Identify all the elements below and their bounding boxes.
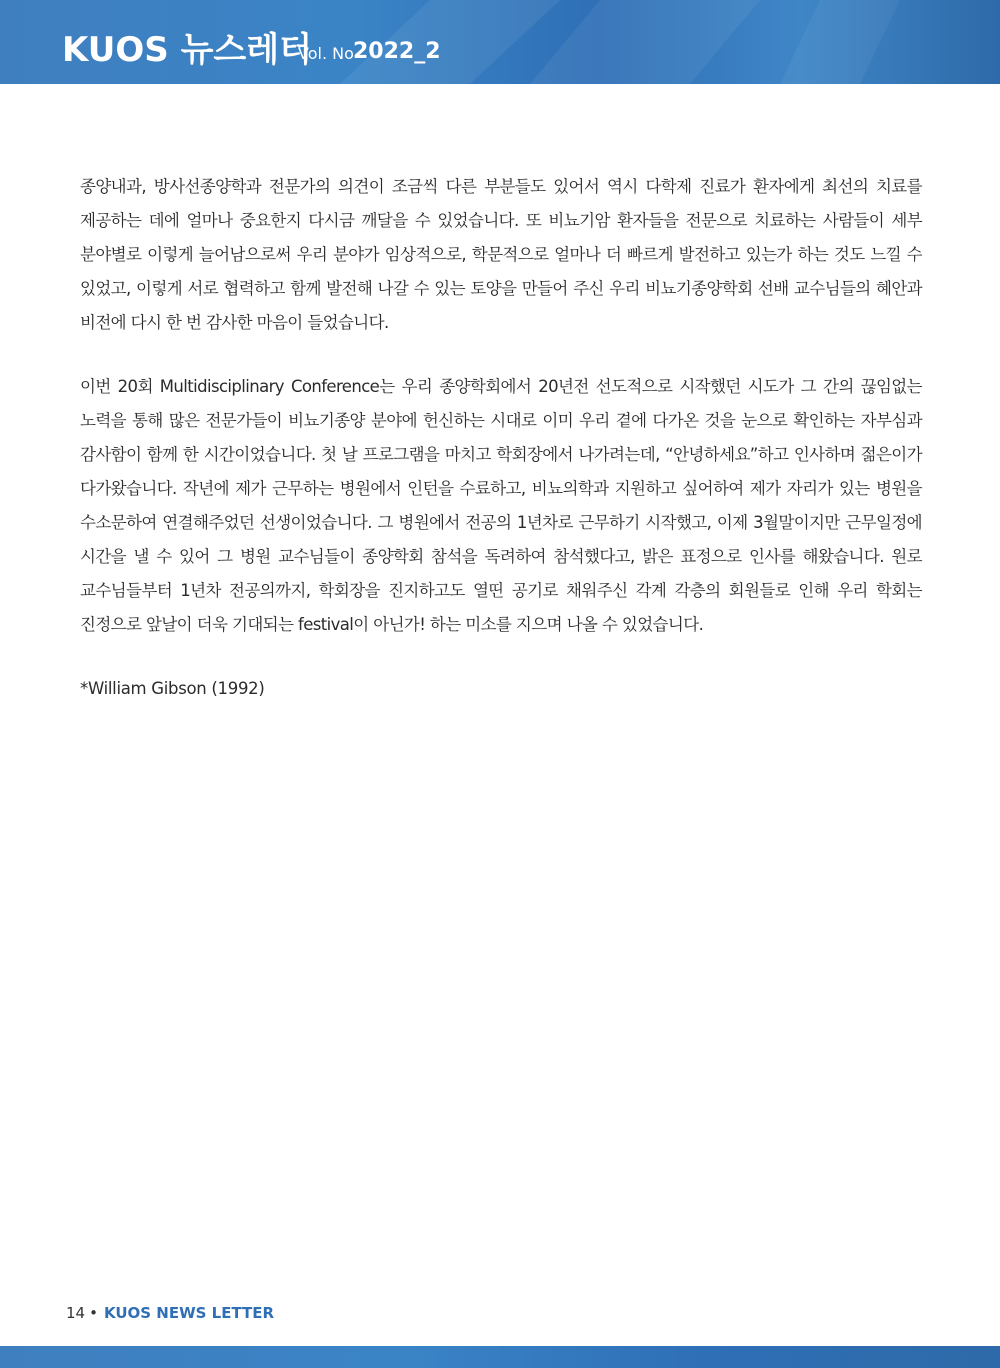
page-number: 14	[66, 1304, 86, 1322]
newsletter-title: KUOS 뉴스레터	[62, 30, 312, 70]
volume-label: Vol. No	[298, 44, 354, 63]
footer-label: KUOS NEWS LETTER	[103, 1304, 275, 1322]
footer-band	[0, 1346, 1000, 1368]
bullet-separator: •	[89, 1304, 98, 1322]
citation: *William Gibson (1992)	[80, 679, 265, 698]
page-footer	[66, 1304, 274, 1322]
paragraph: 종양내과, 방사선종양학과 전문가의 의견이 조금씩 다른 부분들도 있어서 역시 다학제 진료가 환자에게 최선의 치료를 제공하는 데에 얼마나 중요한지 다시금 깨달을 수 있었습니다. 또 비뇨기암 환자들을 전문으로 치료하는 사람들이 세부 분야별로 이렇게 늘어남으로써 우리 분야가 임상적으로, 학문적으로 얼마나 더 빠르게 발전하고 있는가 하는 것도 느낄 수 있었고, 이렇게 서로 협력하고 함께 발전해 나갈 수 있는 토양을 만들어 주신 우리 비뇨기종양학회 선배 교수님들의 혜안과 비전에 다시 한 번 감사한 마음이 들었습니다.	[80, 177, 922, 332]
issue-number: 2022_2	[353, 39, 441, 64]
header-banner	[0, 0, 1000, 84]
paragraph: 이번 20회 Multidisciplinary Conference는 우리 종양학회에서 20년전 선도적으로 시작했던 시도가 그 간의 끊임없는 노력을 통해 많은 전문가들이 비뇨기종양 분야에 헌신하는 시대로 이미 우리 곁에 다가온 것을 눈으로 확인하는 자부심과 감사함이 함께 한 시간이었습니다. 첫 날 프로그램을 마치고 학회장에서 나가려는데, “안녕하세요”하고 인사하며 젊은이가 다가왔습니다. 작년에 제가 근무하는 병원에서 인턴을 수료하고, 비뇨의학과 지원하고 싶어하여 제가 자리가 있는 병원을 수소문하여 연결해주었던 선생이었습니다. 그 병원에서 전공의 1년차로 근무하기 시작했고, 이제 3월말이지만 근무일정에 시간을 낼 수 있어 그 병원 교수님들이 종양학회 참석을 독려하여 참석했다고, 밝은 표정으로 인사를 해왔습니다. 원로 교수님들부터 1년차 전공의까지, 학회장을 진지하고도 열띤 공기로 채워주신 각계 각층의 회원들로 인해 우리 학회는 진정으로 앞날이 더욱 기대되는 festival이 아닌가! 하는 미소를 지으며 나올 수 있었습니다.	[80, 377, 922, 634]
article-body	[80, 170, 922, 706]
